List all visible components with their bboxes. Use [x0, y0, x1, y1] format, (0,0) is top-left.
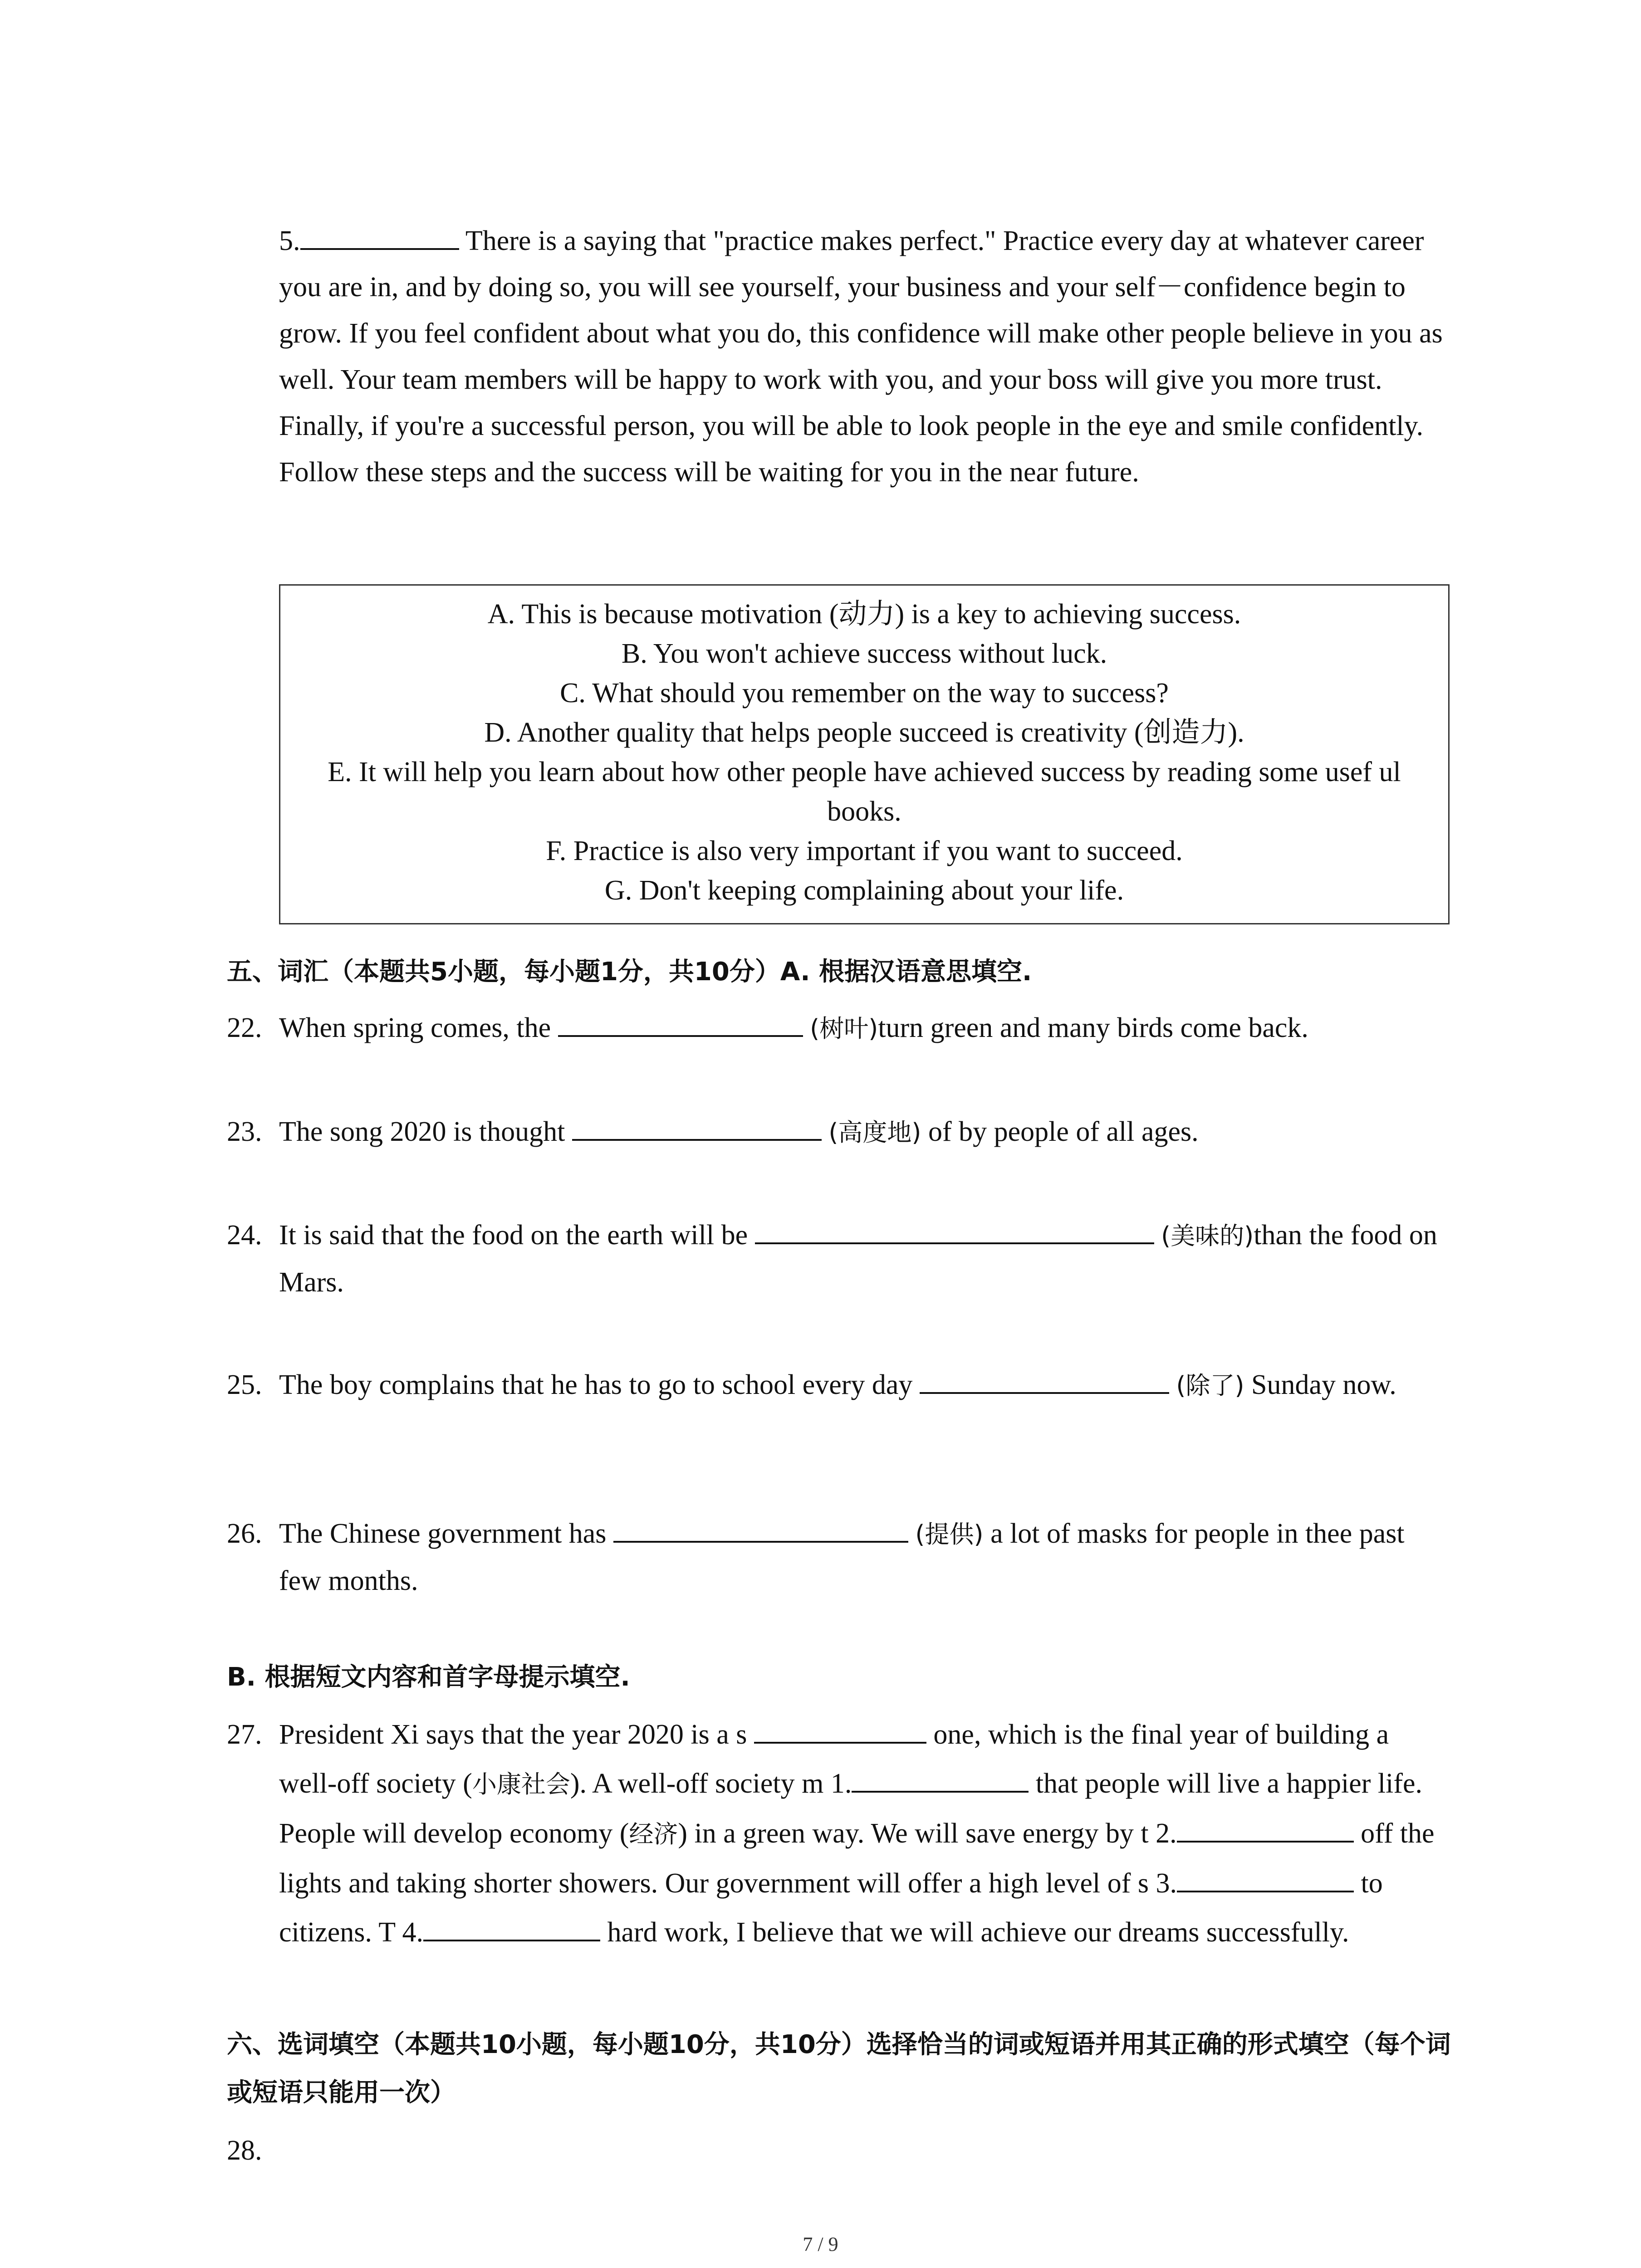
answer-blank-24[interactable]	[755, 1214, 1154, 1244]
paragraph-finally: Finally, if you're a successful person, you will be able to look people in the eye and smile confidently.	[279, 411, 1424, 441]
answer-blank-27-3[interactable]	[1177, 1862, 1354, 1892]
question-22: 22. When spring comes, the (树叶)turn green and many birds come back.	[227, 1005, 1452, 1052]
option-g: G. Don't keeping complaining about your life.	[604, 875, 1124, 906]
answer-blank-25[interactable]	[920, 1364, 1169, 1394]
question-24: 24. It is said that the food on the earth will be (美味的)than the food on Mars.	[227, 1212, 1452, 1305]
option-c: C. What should you remember on the way to success?	[560, 678, 1169, 709]
answer-blank-22[interactable]	[558, 1007, 803, 1037]
exam-page: 5. There is a saying that "practice makes perfect." Practice every day at whatever career you are in, and by doing so, you will see yourself, your business and your self－confidence begin to grow. If you feel confident about what you do, this confidence will make other people believe in you as well. Your team members will be happy to work with you, and your boss will give you more trust. Finally, if you're a successful person, you will be able to look people in the eye and smile confidently. Follow these steps and the success will be waiting for you in the near future. A. This is because motivation (动力) is a key to achieving success. B. You won't achieve success without luck. C. What should you remember on the way to success? D. Another quality that helps people succeed is creativity (创造力). E. It will help you learn about how other people have achieved success by reading some usef ul books. F. Practice is also very important if you want to succeed. G. Don't keeping complaining about your life. 五、词汇（本题共5小题，每小题1分，共10分）A. 根据汉语意思填空. 22. When spring comes, the (树叶)turn green and many birds come back. 23. The song 2020 is thought (高度地) of by people of all ages. 24. It is said that the food on the earth will be (美味的)than the food on Mars. 25. The boy complains that he has to go to school every day (除了) Sunday now. 26. The Chinese government has (提供) a lot of masks for people in thee past few months. B. 根据短文内容和首字母提示填空. 27. President Xi says that the year 2020 is a s one, which is the final year of building a well-off society (小康社会). A well-off society m 1. that people will live a happier life. People will develop economy (经济) in a green way. We will save energy by t 2. off the lights and taking shorter showers. Our government will offer a high level of s 3. to citizens. T 4. hard work, I believe that we will achieve our dreams successfully. 六、选词填空（本题共10小题，每小题10分，共10分）选择恰当的词或短语并用其正确的形式填空（每个词或短语只能用一次） 28. 7 / 9	[0, 0, 1641, 2268]
answer-blank-27-2[interactable]	[1177, 1813, 1354, 1843]
answer-blank-26[interactable]	[613, 1513, 908, 1543]
question-26: 26. The Chinese government has (提供) a lot of masks for people in thee past few months.	[227, 1510, 1452, 1604]
section-6-heading: 六、选词填空（本题共10小题，每小题10分，共10分）选择恰当的词或短语并用其正确的形式填空（每个词或短语只能用一次）	[227, 2030, 1451, 2107]
option-a: A. This is because motivation (动力) is a key to achieving success.	[487, 599, 1241, 630]
question-25: 25. The boy complains that he has to go to school every day (除了) Sunday now.	[227, 1362, 1452, 1409]
option-e: E. It will help you learn about how other people have achieved success by reading some usef ul books.	[328, 757, 1401, 827]
question-27: 27. President Xi says that the year 2020 is a s one, which is the final year of building a well-off society (小康社会). A well-off society m 1. that people will live a happier life. People will develop economy (经济) in a green way. We will save energy by t 2. off the lights and taking shorter showers. Our government will offer a high level of s 3. to citizens. T 4. hard work, I believe that we will achieve our dreams successfully.	[227, 1710, 1452, 1957]
options-box	[279, 584, 1450, 924]
section-5b-heading: B. 根据短文内容和首字母提示填空.	[227, 1662, 630, 1692]
paragraph-follow: Follow these steps and the success will be waiting for you in the near future.	[279, 457, 1139, 488]
answer-blank-27-s[interactable]	[754, 1714, 926, 1744]
reading-passage	[279, 218, 1450, 495]
section-5-heading: 五、词汇（本题共5小题，每小题1分，共10分）A. 根据汉语意思填空.	[227, 957, 1032, 987]
question-23: 23. The song 2020 is thought (高度地) of by people of all ages.	[227, 1109, 1452, 1156]
answer-blank-27-4[interactable]	[423, 1911, 600, 1941]
blank-number: 5.	[279, 225, 300, 256]
answer-blank-23[interactable]	[572, 1111, 822, 1141]
paragraph-5: 5. There is a saying that "practice makes perfect." Practice every day at whatever career you are in, and by doing so, you will see yourself, your business and your self－confidence begin to grow. If you feel confident about what you do, this confidence will make other people believe in you as well. Your team members will be happy to work with you, and your boss will give you more trust.	[279, 218, 1450, 403]
answer-blank-27-1[interactable]	[852, 1763, 1029, 1793]
option-d: D. Another quality that helps people succeed is creativity (创造力).	[484, 717, 1244, 748]
answer-blank-5[interactable]	[300, 220, 459, 250]
option-f: F. Practice is also very important if you want to succeed.	[546, 836, 1183, 866]
page-number: 7 / 9	[803, 2233, 838, 2255]
option-b: B. You won't achieve success without luck.	[621, 638, 1107, 669]
